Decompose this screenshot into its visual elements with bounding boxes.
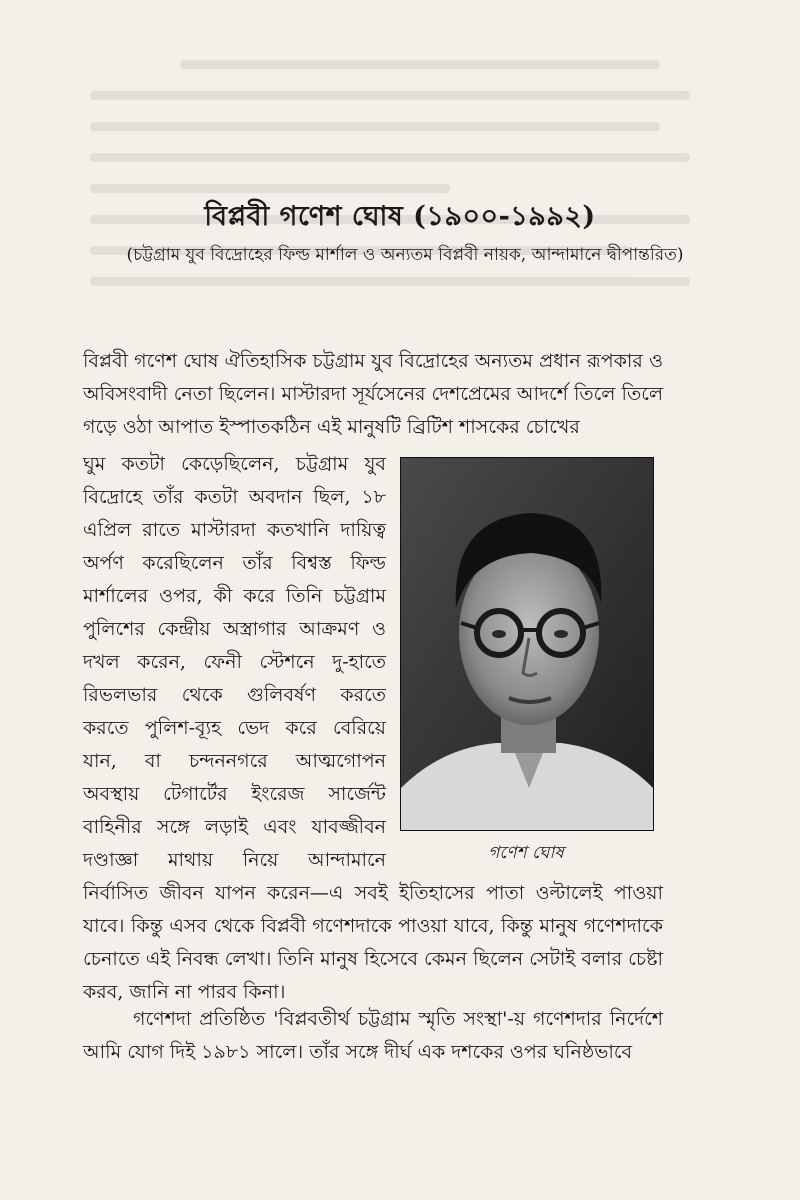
column-line: যান, বা চন্দননগরে আত্মগোপন bbox=[83, 750, 386, 772]
portrait-image bbox=[401, 458, 653, 830]
page-title: বিপ্লবী গণেশ ঘোষ (১৯০০-১৯৯২) bbox=[204, 201, 596, 232]
column-line: পুলিশের কেন্দ্রীয় অস্ত্রাগার আক্রমণ ও bbox=[83, 618, 386, 640]
column-line: অর্পণ করেছিলেন তাঁর বিশ্বস্ত ফিল্ড bbox=[83, 552, 386, 574]
paragraph-continued: নির্বাসিত জীবন যাপন করেন—এ সবই ইতিহাসের পাতা ওল্টালেই পাওয়া যাবে। কিন্তু এসব থেকে বিপ্লবী গণেশদাকে পাওয়া যাবে, কিন্তু মানুষ গণেশদাকে চেনাতে এই নিবন্ধ লেখা। তিনি মানুষ হিসেবে কেমন ছিলেন সেটাই বলার চেষ্টা করব, জানি না পারব কিনা। bbox=[83, 882, 663, 1003]
portrait-photo bbox=[400, 457, 654, 831]
photo-caption: গণেশ ঘোষ bbox=[488, 843, 564, 863]
column-line: ঘুম কতটা কেড়েছিলেন, চট্টগ্রাম যুব bbox=[83, 453, 386, 475]
column-line: অবস্থায় টেগার্টের ইংরেজ সার্জেন্ট bbox=[83, 783, 386, 805]
column-line: বাহিনীর সঙ্গে লড়াই এবং যাবজ্জীবন bbox=[83, 816, 386, 838]
column-line: মার্শালের ওপর, কী করে তিনি চট্টগ্রাম bbox=[83, 585, 386, 607]
page-subtitle: (চট্টগ্রাম যুব বিদ্রোহের ফিল্ড মার্শাল ও অন্যতম বিপ্লবী নায়ক, আন্দামানে দ্বীপান্তরিত) bbox=[126, 245, 684, 265]
paragraph-membership: গণেশদা প্রতিষ্ঠিত 'বিপ্লবতীর্থ চট্টগ্রাম স্মৃতি সংস্থা'-য় গণেশদার নির্দেশে আমি যোগ দিই ১৯৮১ সালে। তাঁর সঙ্গে দীর্ঘ এক দশকের ওপর ঘনিষ্ঠভাবে bbox=[83, 1008, 663, 1063]
column-line: বিদ্রোহে তাঁর কতটা অবদান ছিল, ১৮ bbox=[83, 486, 386, 508]
paragraph-intro: বিপ্লবী গণেশ ঘোষ ঐতিহাসিক চট্টগ্রাম যুব বিদ্রোহের অন্যতম প্রধান রূপকার ও অবিসংবাদী নেতা ছিলেন। মাস্টারদা সূর্যসেনের দেশপ্রেমের আদর্শে তিলে তিলে গড়ে ওঠা আপাত ইস্পাতকঠিন এই মানুষটি ব্রিটিশ শাসকের চোখের bbox=[83, 350, 663, 438]
column-line: করতে পুলিশ-ব্যূহ ভেদ করে বেরিয়ে bbox=[83, 717, 386, 739]
column-line: দখল করেন, ফেনী স্টেশনে দু-হাতে bbox=[83, 651, 386, 673]
column-line: রিভলভার থেকে গুলিবর্ষণ করতে bbox=[83, 684, 386, 706]
column-line: দণ্ডাজ্ঞা মাথায় নিয়ে আন্দামানে bbox=[83, 849, 386, 871]
wrapped-text-column bbox=[83, 448, 386, 877]
column-line: এপ্রিল রাতে মাস্টারদা কতখানি দায়িত্ব bbox=[83, 519, 386, 541]
